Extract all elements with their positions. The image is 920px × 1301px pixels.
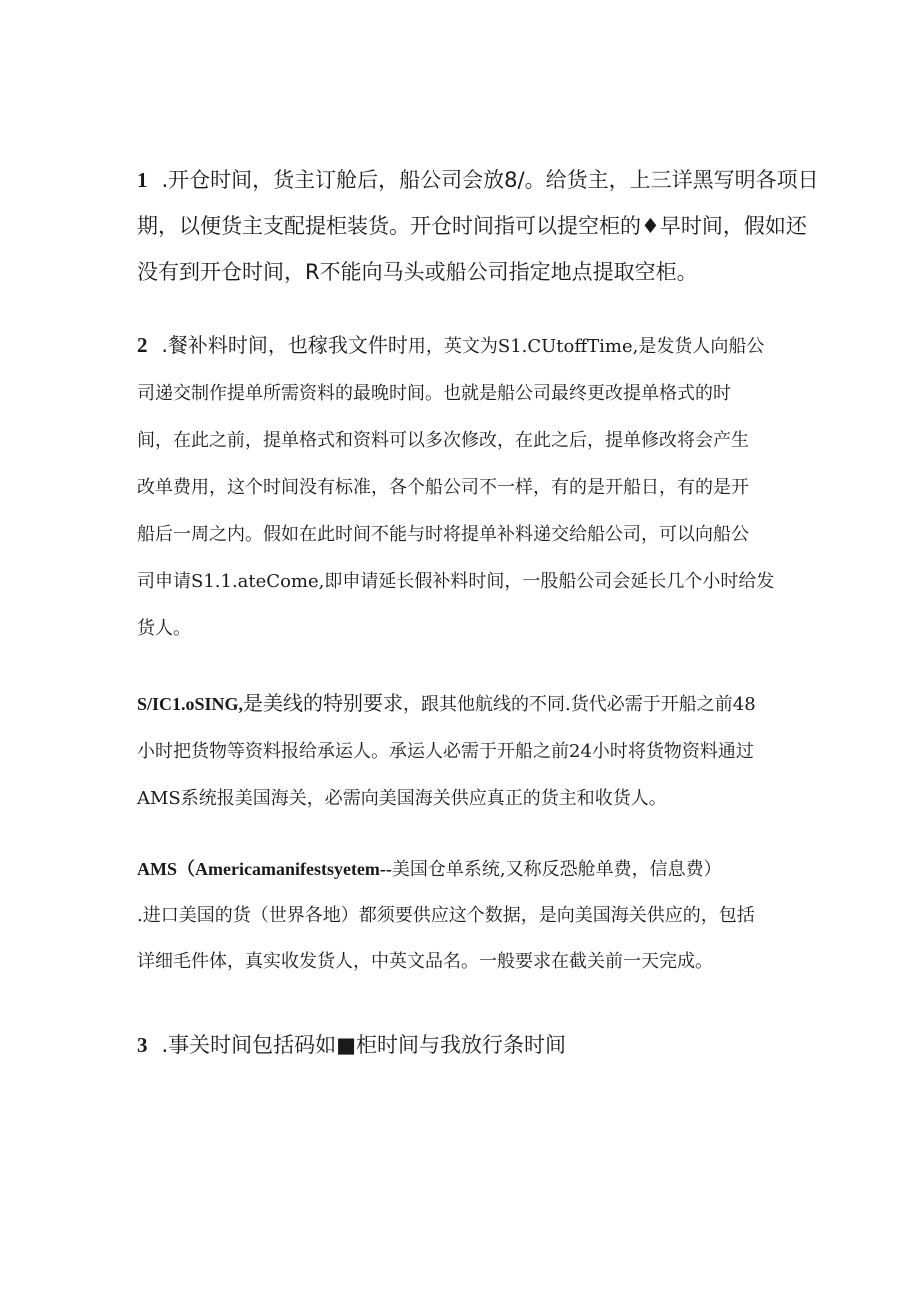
section-1-text-1: .开仓时间，货主订舱后，船公司会放8/。给货主，上三详黑写明各项日: [161, 168, 819, 192]
section-2-line-3: 间，在此之前，提单格式和资料可以多次修改，在此之后，提单修改将会产生: [137, 430, 749, 451]
section-2-line-6: 司申请S1.1.ateCome,即申请延长假补料时间，一股船公司会延长几个小时给发: [137, 571, 775, 592]
si-closing-text-1: ，跟其他航线的不同.货代必需于开船之前48: [403, 694, 756, 715]
section-1-paragraph: [137, 157, 819, 295]
section-2-line-7: 货人。: [137, 618, 191, 639]
ams-line-3: 详细毛件体，真实收发货人，中英文品名。一般要求在截关前一天完成。: [137, 951, 713, 972]
section-2-line-1: [137, 322, 787, 370]
si-closing-line-2: 小时把货物等资料报给承运人。承运人必需于开船之前24小时将货物资料通过: [137, 741, 754, 762]
si-closing-paragraph: [137, 680, 787, 822]
ams-heading: AMS（Americamanifestsyetem--: [137, 859, 392, 879]
section-3-paragraph: [137, 1022, 787, 1068]
section-1-number: 1: [137, 168, 148, 192]
section-2-paragraph: [137, 322, 787, 652]
si-closing-line-3: AMS系统报美国海关，必需向美国海关供应真正的货主和收货人。: [137, 788, 667, 809]
si-closing-line-1: [137, 680, 787, 728]
section-3-number: 3: [137, 1033, 148, 1057]
ams-line-1: [137, 846, 787, 893]
section-2-heading: .餐补料时间，也稼我文件时: [161, 333, 408, 357]
section-2-line-5: 船后一周之内。假如在此时间不能与时将提单补料递交给船公司，可以向船公: [137, 524, 749, 545]
section-1-line-2: 期，以便货主支配提柜装货。开仓时间指可以提空柜的♦早时间，假如还: [137, 214, 807, 238]
si-closing-heading-cjk: 是美线的特别要求: [243, 691, 404, 715]
section-3-text-1: .事关时间包括码如■柜时间与我放行条时间: [161, 1033, 567, 1057]
section-1-line-3: 没有到开仓时间，R不能向马头或船公司指定地点提取空柜。: [137, 260, 698, 284]
si-closing-heading-latin: S/IC1.oSING,: [137, 694, 244, 714]
section-3-line-1: [137, 1022, 787, 1068]
section-1-line-1: [137, 157, 819, 203]
section-2-line-4: 改单费用，这个时间没有标准，各个船公司不一样，有的是开船日，有的是开: [137, 477, 749, 498]
section-2-text-1: 用，英文为S1.CUtoffTime,是发货人向船公: [407, 336, 765, 357]
section-2-line-2: 司递交制作提单所需资料的最晚时间。也就是船公司最终更改提单格式的时: [137, 383, 731, 404]
section-2-number: 2: [137, 333, 148, 357]
ams-line-2: .进口美国的货（世界各地）都须要供应这个数据，是向美国海关供应的，包括: [137, 905, 755, 926]
ams-text-1: 美国仓单系统,又称反恐舱单费，信息费）: [391, 859, 722, 880]
ams-paragraph: [137, 846, 787, 985]
